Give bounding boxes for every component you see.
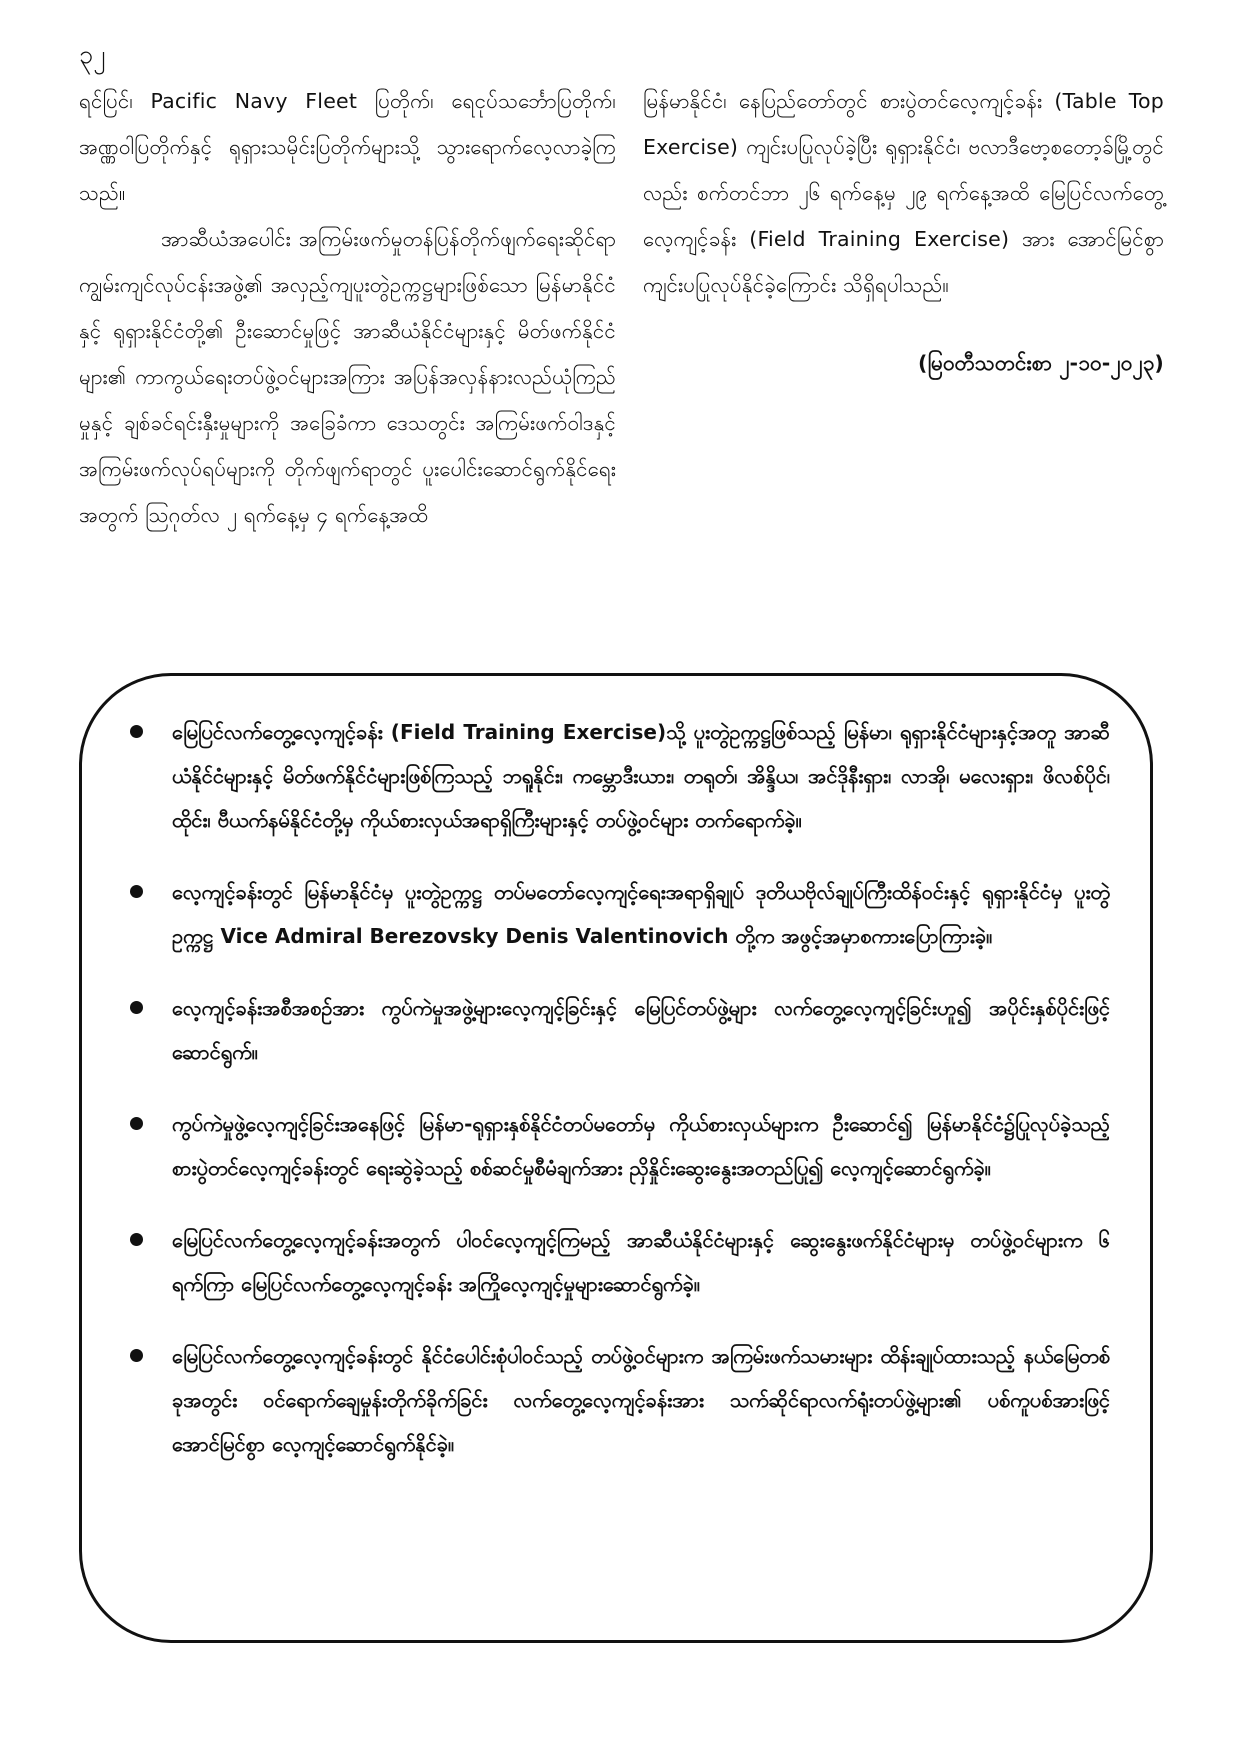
right-text-column xyxy=(643,78,1164,386)
left-paragraph-2: အာဆီယံအပေါင်း အကြမ်းဖက်မှုတန်ပြန်တိုက်ဖျက်ရေးဆိုင်ရာ ကျွမ်းကျင်လုပ်ငန်းအဖွဲ့၏ အလှည့်ကျပူးတွဲဥက္ကဋ္ဌများဖြစ်သော မြန်မာနိုင်ငံနှင့် ရုရှားနိုင်ငံတို့၏ ဦးဆောင်မှုဖြင့် အာဆီယံနိုင်ငံများနှင့် မိတ်ဖက်နိုင်ငံများ၏ ကာကွယ်ရေးတပ်ဖွဲ့ဝင်များအကြား အပြန်အလှန်နားလည်ယုံကြည်မှုနှင့် ချစ်ခင်ရင်းနှီးမှုများကို အခြေခံကာ ဒေသတွင်း အကြမ်းဖက်ဝါဒနှင့် အကြမ်းဖက်လုပ်ရပ်များကို တိုက်ဖျက်ရာတွင် ပူးပေါင်းဆောင်ရွက်နိုင်ရေးအတွက် ဩဂုတ်လ ၂ ရက်နေ့မှ ၄ ရက်နေ့အထိ xyxy=(79,227,616,527)
highlight-text: ကွပ်ကဲမှုဖွဲ့လေ့ကျင့်ခြင်းအနေဖြင့် မြန်မာ-ရုရှားနှစ်နိုင်ငံတပ်မတော်မှ ကိုယ်စားလှယ်များက ဦးဆောင်၍ မြန်မာနိုင်ငံ၌ပြုလုပ်ခဲ့သည့် စားပွဲတင်လေ့ကျင့်ခန်းတွင် ရေးဆွဲခဲ့သည့် စစ်ဆင်မှုစီမံချက်အား ညှိနှိုင်းဆွေးနွေးအတည်ပြု၍ လေ့ကျင့်ဆောင်ရွက်ခဲ့။ xyxy=(172,1112,1110,1180)
bullet-icon xyxy=(130,1117,143,1130)
bullet-icon xyxy=(130,1001,143,1014)
highlight-item xyxy=(130,870,1110,958)
highlight-item xyxy=(130,1334,1110,1466)
highlight-item xyxy=(130,986,1110,1074)
highlight-text: မြေပြင်လက်တွေ့လေ့ကျင့်ခန်း (Field Training Exercise)သို့ ပူးတွဲဥက္ကဋ္ဌဖြစ်သည့် မြန်မာ၊ ရုရှားနိုင်ငံများနှင့်အတူ အာဆီယံနိုင်ငံများနှင့် မိတ်ဖက်နိုင်ငံများဖြစ်ကြသည့် ဘရူနိုင်း၊ ကမ္ဘောဒီးယား၊ တရုတ်၊ အိန္ဒိယ၊ အင်ဒိုနီးရှား၊ လာအို၊ မလေးရှား၊ ဖိလစ်ပိုင်၊ ထိုင်း၊ ဗီယက်နမ်နိုင်ငံတို့မှ ကိုယ်စားလှယ်အရာရှိကြီးများနှင့် တပ်ဖွဲ့ဝင်များ တက်ရောက်ခဲ့။ xyxy=(172,720,1110,832)
highlights-box xyxy=(79,673,1153,1643)
highlight-text: လေ့ကျင့်ခန်းအစီအစဉ်အား ကွပ်ကဲမှုအဖွဲ့များလေ့ကျင့်ခြင်းနှင့် မြေပြင်တပ်ဖွဲ့များ လက်တွေ့လေ့ကျင့်ခြင်းဟူ၍ အပိုင်းနှစ်ပိုင်းဖြင့် ဆောင်ရွက်။ xyxy=(172,996,1110,1064)
bullet-icon xyxy=(130,1233,143,1246)
highlights-list xyxy=(130,710,1110,1466)
highlight-text: လေ့ကျင့်ခန်းတွင် မြန်မာနိုင်ငံမှ ပူးတွဲဥက္ကဋ္ဌ တပ်မတော်လေ့ကျင့်ရေးအရာရှိချုပ် ဒုတိယဗိုလ်ချုပ်ကြီးထိန်ဝင်းနှင့် ရုရှားနိုင်ငံမှ ပူးတွဲဥက္ကဋ္ဌ Vice Admiral Berezovsky Denis Valentinovich တို့က အဖွင့်အမှာစကားပြောကြားခဲ့။ xyxy=(172,880,1110,948)
bullet-icon xyxy=(130,725,143,738)
highlight-item xyxy=(130,710,1110,842)
highlight-item xyxy=(130,1218,1110,1306)
left-paragraph-1: ရင်ပြင်၊ Pacific Navy Fleet ပြတိုက်၊ ရေငုပ်သင်္ဘောပြတိုက်၊ အဏ္ဏဝါပြတိုက်နှင့် ရုရှားသမိုင်းပြတိုက်များသို့ သွားရောက်လေ့လာခဲ့ကြသည်။ xyxy=(79,89,616,205)
bullet-icon xyxy=(130,1349,143,1362)
right-paragraph-1: မြန်မာနိုင်ငံ၊ နေပြည်တော်တွင် စားပွဲတင်လေ့ကျင့်ခန်း (Table Top Exercise) ကျင်းပပြုလုပ်ခဲ့ပြီး ရုရှားနိုင်ငံ၊ ဗလာဒီဗော့စတော့ခ်မြို့တွင်လည်း စက်တင်ဘာ ၂၆ ရက်နေ့မှ ၂၉ ရက်နေ့အထိ မြေပြင်လက်တွေ့လေ့ကျင့်ခန်း (Field Training Exercise) အား အောင်မြင်စွာ ကျင်းပပြုလုပ်နိုင်ခဲ့ကြောင်း သိရှိရပါသည်။ xyxy=(643,89,1164,297)
highlight-text: မြေပြင်လက်တွေ့လေ့ကျင့်ခန်းတွင် နိုင်ငံပေါင်းစုံပါဝင်သည့် တပ်ဖွဲ့ဝင်များက အကြမ်းဖက်သမားများ ထိန်းချုပ်ထားသည့် နယ်မြေတစ်ခုအတွင်း ဝင်ရောက်ချေမှုန်းတိုက်ခိုက်ခြင်း လက်တွေ့လေ့ကျင့်ခန်းအား သက်ဆိုင်ရာလက်ရုံးတပ်ဖွဲ့များ၏ ပစ်ကူပစ်အားဖြင့် အောင်မြင်စွာ လေ့ကျင့်ဆောင်ရွက်နိုင်ခဲ့။ xyxy=(172,1344,1110,1456)
page-number: ၃၂ xyxy=(79,40,106,69)
source-citation: (မြဝတီသတင်းစာ ၂-၁၀-၂၀၂၃) xyxy=(918,351,1164,375)
bullet-icon xyxy=(130,885,143,898)
highlight-item xyxy=(130,1102,1110,1190)
left-text-column xyxy=(79,78,616,538)
highlight-text: မြေပြင်လက်တွေ့လေ့ကျင့်ခန်းအတွက် ပါဝင်လေ့ကျင့်ကြမည့် အာဆီယံနိုင်ငံများနှင့် ဆွေးနွေးဖက်နိုင်ငံများမှ တပ်ဖွဲ့ဝင်များက ၆ ရက်ကြာ မြေပြင်လက်တွေ့လေ့ကျင့်ခန်း အကြိုလေ့ကျင့်မှုများဆောင်ရွက်ခဲ့။ xyxy=(172,1228,1110,1296)
